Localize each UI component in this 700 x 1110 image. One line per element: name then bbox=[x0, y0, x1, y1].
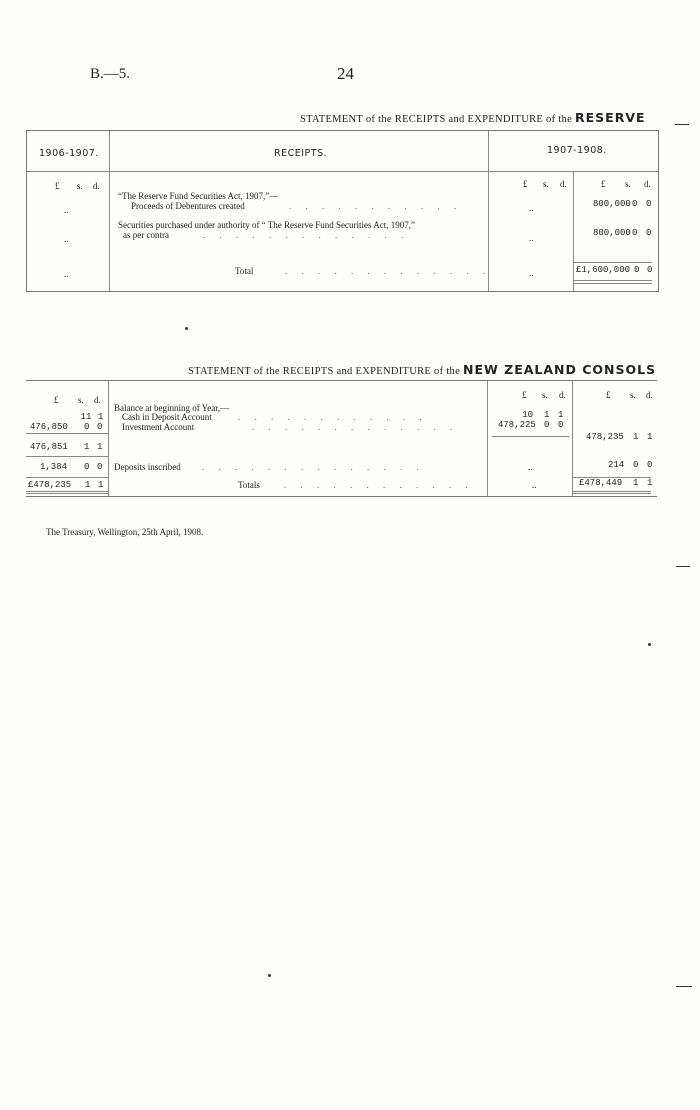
dep-right-d: 0 bbox=[647, 460, 653, 470]
cash-mid-amount: 10 bbox=[522, 410, 533, 420]
reserve-total-mid: .. bbox=[529, 268, 534, 278]
reserve-title-prefix: STATEMENT of the RECEIPTS and EXPENDITURE of the bbox=[300, 114, 573, 125]
consols-balance-heading: Balance at beginning of Year,— bbox=[114, 403, 230, 413]
unit-pound: £ bbox=[606, 390, 611, 400]
reserve-col-1906: 1906-1907. bbox=[39, 148, 99, 159]
inv-mid-s: 0 bbox=[544, 420, 550, 430]
dep-prev-s: 0 bbox=[84, 462, 90, 472]
reserve-row2-d: 0 bbox=[646, 228, 652, 238]
document-reference: B.—5. bbox=[90, 66, 131, 82]
dep-label: Deposits inscribed bbox=[114, 462, 181, 472]
reserve-row1-dots: . . . . . . . . . . . bbox=[289, 201, 463, 211]
reserve-row2-line2: as per contra bbox=[123, 230, 169, 240]
dep-mid: .. bbox=[528, 462, 533, 472]
totals-right-d: 1 bbox=[647, 478, 653, 488]
scan-speck bbox=[648, 643, 651, 646]
inv-prev-d: 0 bbox=[97, 422, 103, 432]
unit-pound: £ bbox=[523, 179, 528, 189]
reserve-col-receipts: RECEIPTS. bbox=[274, 148, 328, 159]
reserve-row2-dots: . . . . . . . . . . . . . bbox=[203, 230, 410, 240]
reserve-title bbox=[300, 110, 646, 125]
reserve-act-heading: “The Reserve Fund Securities Act, 1907,”— bbox=[118, 191, 279, 201]
unit-pound: £ bbox=[55, 181, 60, 191]
totals-dots: . . . . . . . . . . . . bbox=[284, 480, 474, 490]
scan-speck bbox=[675, 124, 689, 125]
totals-mid: .. bbox=[532, 480, 537, 490]
reserve-row2-line1: Securities purchased under authority of “ The Reserve Fund Securities Act, 1907,” bbox=[118, 220, 416, 230]
consols-title bbox=[188, 362, 656, 377]
reserve-row2-s: 0 bbox=[632, 228, 638, 238]
unit-shillings: s. bbox=[543, 179, 549, 189]
cash-prev-s: 1 bbox=[86, 412, 92, 422]
totals-prev-d: 1 bbox=[98, 480, 104, 490]
reserve-row1-prev: .. bbox=[64, 205, 69, 215]
cash-prev-d: 1 bbox=[98, 412, 104, 422]
reserve-row1-s: 0 bbox=[632, 199, 638, 209]
reserve-total-s: 0 bbox=[634, 265, 640, 275]
reserve-row1-amount: 800,000 bbox=[593, 199, 631, 209]
unit-pound: £ bbox=[522, 390, 527, 400]
unit-shillings: s. bbox=[625, 179, 631, 189]
balance-right-amount: 478,235 bbox=[586, 432, 624, 442]
reserve-row1-d: 0 bbox=[646, 199, 652, 209]
cash-mid-d: 1 bbox=[558, 410, 564, 420]
unit-pence: d. bbox=[94, 395, 101, 405]
consols-title-bold: NEW ZEALAND CONSOLS bbox=[463, 362, 657, 377]
inv-mid-amount: 478,225 bbox=[498, 420, 536, 430]
totals-prev-s: 1 bbox=[85, 480, 91, 490]
reserve-col-1907: 1907-1908. bbox=[547, 145, 607, 156]
consols-title-prefix: STATEMENT of the RECEIPTS and EXPENDITURE of the bbox=[188, 366, 461, 377]
unit-shillings: s. bbox=[542, 390, 548, 400]
reserve-total-d: 0 bbox=[647, 265, 653, 275]
unit-shillings: s. bbox=[630, 390, 636, 400]
page-number: 24 bbox=[337, 64, 354, 83]
reserve-row2-amount: 800,000 bbox=[593, 228, 631, 238]
footer-signature: The Treasury, Wellington, 25th April, 1908. bbox=[46, 527, 204, 537]
totals-prev-amount: £478,235 bbox=[28, 480, 72, 490]
subtotal-d: 1 bbox=[97, 442, 103, 452]
reserve-total-label: Total bbox=[235, 266, 254, 276]
subtotal-amount: 476,851 bbox=[30, 442, 68, 452]
scan-speck bbox=[185, 327, 188, 330]
inv-label: Investment Account bbox=[122, 422, 195, 432]
unit-pence: d. bbox=[560, 179, 567, 189]
inv-mid-d: 0 bbox=[558, 420, 564, 430]
cash-prev-amount: 1 bbox=[80, 412, 86, 422]
balance-right-s: 1 bbox=[633, 432, 639, 442]
unit-pence: d. bbox=[644, 179, 651, 189]
inv-prev-s: 0 bbox=[84, 422, 90, 432]
cash-label: Cash in Deposit Account bbox=[122, 412, 212, 422]
totals-label: Totals bbox=[238, 480, 260, 490]
reserve-row2-mid: .. bbox=[529, 233, 534, 243]
unit-pence: d. bbox=[646, 390, 653, 400]
balance-right-d: 1 bbox=[647, 432, 653, 442]
scan-speck bbox=[676, 986, 692, 987]
reserve-total-prev: .. bbox=[64, 269, 69, 279]
reserve-row1-label: Proceeds of Debentures created bbox=[131, 201, 245, 211]
unit-shillings: s. bbox=[77, 181, 83, 191]
cash-mid-s: 1 bbox=[544, 410, 550, 420]
reserve-total-dots: . . . . . . . . . . . . . bbox=[285, 266, 492, 276]
dep-dots: . . . . . . . . . . . . . . bbox=[202, 462, 425, 472]
inv-dots: . . . . . . . . . . . . . bbox=[252, 422, 459, 432]
reserve-title-bold: RESERVE bbox=[575, 110, 646, 125]
dep-prev-d: 0 bbox=[97, 462, 103, 472]
dep-right-s: 0 bbox=[633, 460, 639, 470]
consols-table bbox=[26, 380, 657, 497]
reserve-row2-prev: .. bbox=[64, 234, 69, 244]
scan-speck bbox=[268, 974, 271, 977]
reserve-row1-mid: .. bbox=[529, 203, 534, 213]
dep-right-amount: 214 bbox=[608, 460, 625, 470]
totals-right-amount: £478,449 bbox=[579, 478, 623, 488]
unit-pound: £ bbox=[54, 395, 59, 405]
dep-prev-amount: 1,384 bbox=[40, 462, 68, 472]
unit-pence: d. bbox=[559, 390, 566, 400]
unit-shillings: s. bbox=[78, 395, 84, 405]
unit-pound: £ bbox=[601, 179, 606, 189]
cash-dots: . . . . . . . . . . . . bbox=[238, 412, 428, 422]
reserve-total-amount: £1,600,000 bbox=[576, 265, 631, 275]
scan-speck bbox=[676, 566, 690, 567]
unit-pence: d. bbox=[93, 181, 100, 191]
reserve-table bbox=[26, 130, 659, 292]
subtotal-s: 1 bbox=[84, 442, 90, 452]
totals-right-s: 1 bbox=[633, 478, 639, 488]
inv-prev-amount: 476,850 bbox=[30, 422, 68, 432]
